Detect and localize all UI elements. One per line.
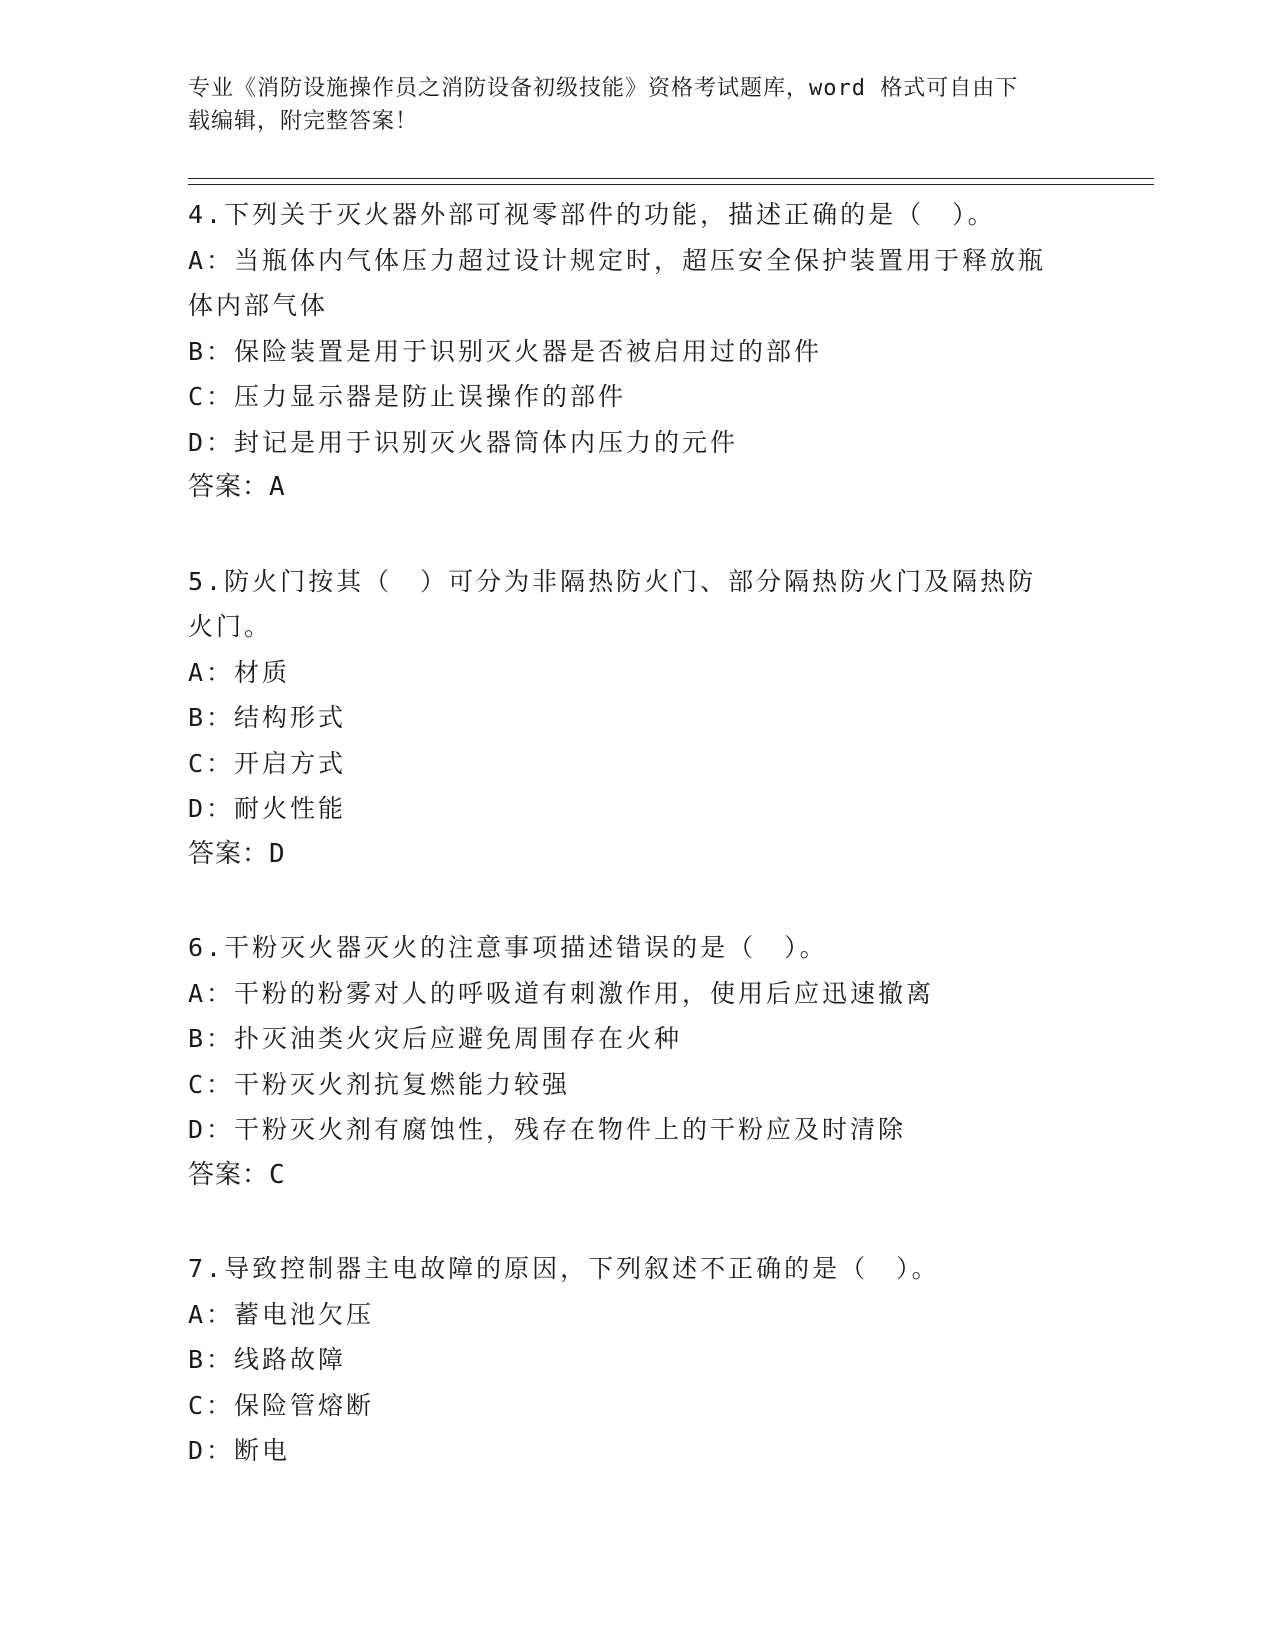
option-c: C：干粉灭火剂抗复燃能力较强 xyxy=(188,1069,571,1099)
option-b: B：线路故障 xyxy=(188,1345,347,1374)
question-6 xyxy=(188,925,1088,1198)
question-stem-continued: 火门。 xyxy=(188,612,273,641)
option-b: B：保险装置是用于识别灭火器是否被启用过的部件 xyxy=(188,336,823,366)
option-a: A：当瓶体内气体压力超过设计规定时，超压安全保护装置用于释放瓶 xyxy=(188,245,1047,275)
answer-line: 答案：D xyxy=(188,838,286,869)
option-c: C：开启方式 xyxy=(188,748,347,778)
question-spacer xyxy=(188,1198,1088,1246)
question-list xyxy=(188,192,1088,1474)
option-c: C：压力显示器是防止误操作的部件 xyxy=(188,382,627,411)
option-a: A：干粉的粉雾对人的呼吸道有刺激作用，使用后应迅速撤离 xyxy=(188,978,935,1008)
option-c: C：保险管熔断 xyxy=(188,1390,375,1420)
header-divider-top xyxy=(188,178,1154,179)
question-7 xyxy=(188,1246,1088,1474)
question-spacer xyxy=(188,511,1088,559)
question-5 xyxy=(188,559,1088,878)
header-divider-bottom xyxy=(188,184,1154,185)
option-d: D：耐火性能 xyxy=(188,794,347,823)
document-header xyxy=(188,72,1088,138)
option-d: D：封记是用于识别灭火器筒体内压力的元件 xyxy=(188,427,739,457)
option-d: D：断电 xyxy=(188,1436,291,1465)
question-spacer xyxy=(188,877,1088,925)
question-4 xyxy=(188,192,1088,511)
option-a: A：蓄电池欠压 xyxy=(188,1299,375,1329)
option-a: A：材质 xyxy=(188,657,291,687)
option-b: B：结构形式 xyxy=(188,703,347,732)
question-stem: 4.下列关于灭火器外部可视零部件的功能，描述正确的是（ ）。 xyxy=(188,200,996,229)
option-d: D：干粉灭火剂有腐蚀性，残存在物件上的干粉应及时清除 xyxy=(188,1115,907,1144)
question-stem: 7.导致控制器主电故障的原因，下列叙述不正确的是（ ）。 xyxy=(188,1254,940,1283)
answer-line: 答案：C xyxy=(188,1159,286,1190)
option-a-continued: 体内部气体 xyxy=(188,291,329,320)
header-line-1: 专业《消防设施操作员之消防设备初级技能》资格考试题库，word 格式可自由下 xyxy=(188,76,1019,101)
answer-line: 答案：A xyxy=(188,472,286,502)
header-line-2: 载编辑，附完整答案！ xyxy=(188,109,419,134)
question-stem: 5.防火门按其（ ）可分为非隔热防火门、部分隔热防火门及隔热防 xyxy=(188,566,1037,596)
question-stem: 6.干粉灭火器灭火的注意事项描述错误的是（ ）。 xyxy=(188,933,828,962)
option-b: B：扑灭油类火灾后应避免周围存在火种 xyxy=(188,1024,683,1053)
